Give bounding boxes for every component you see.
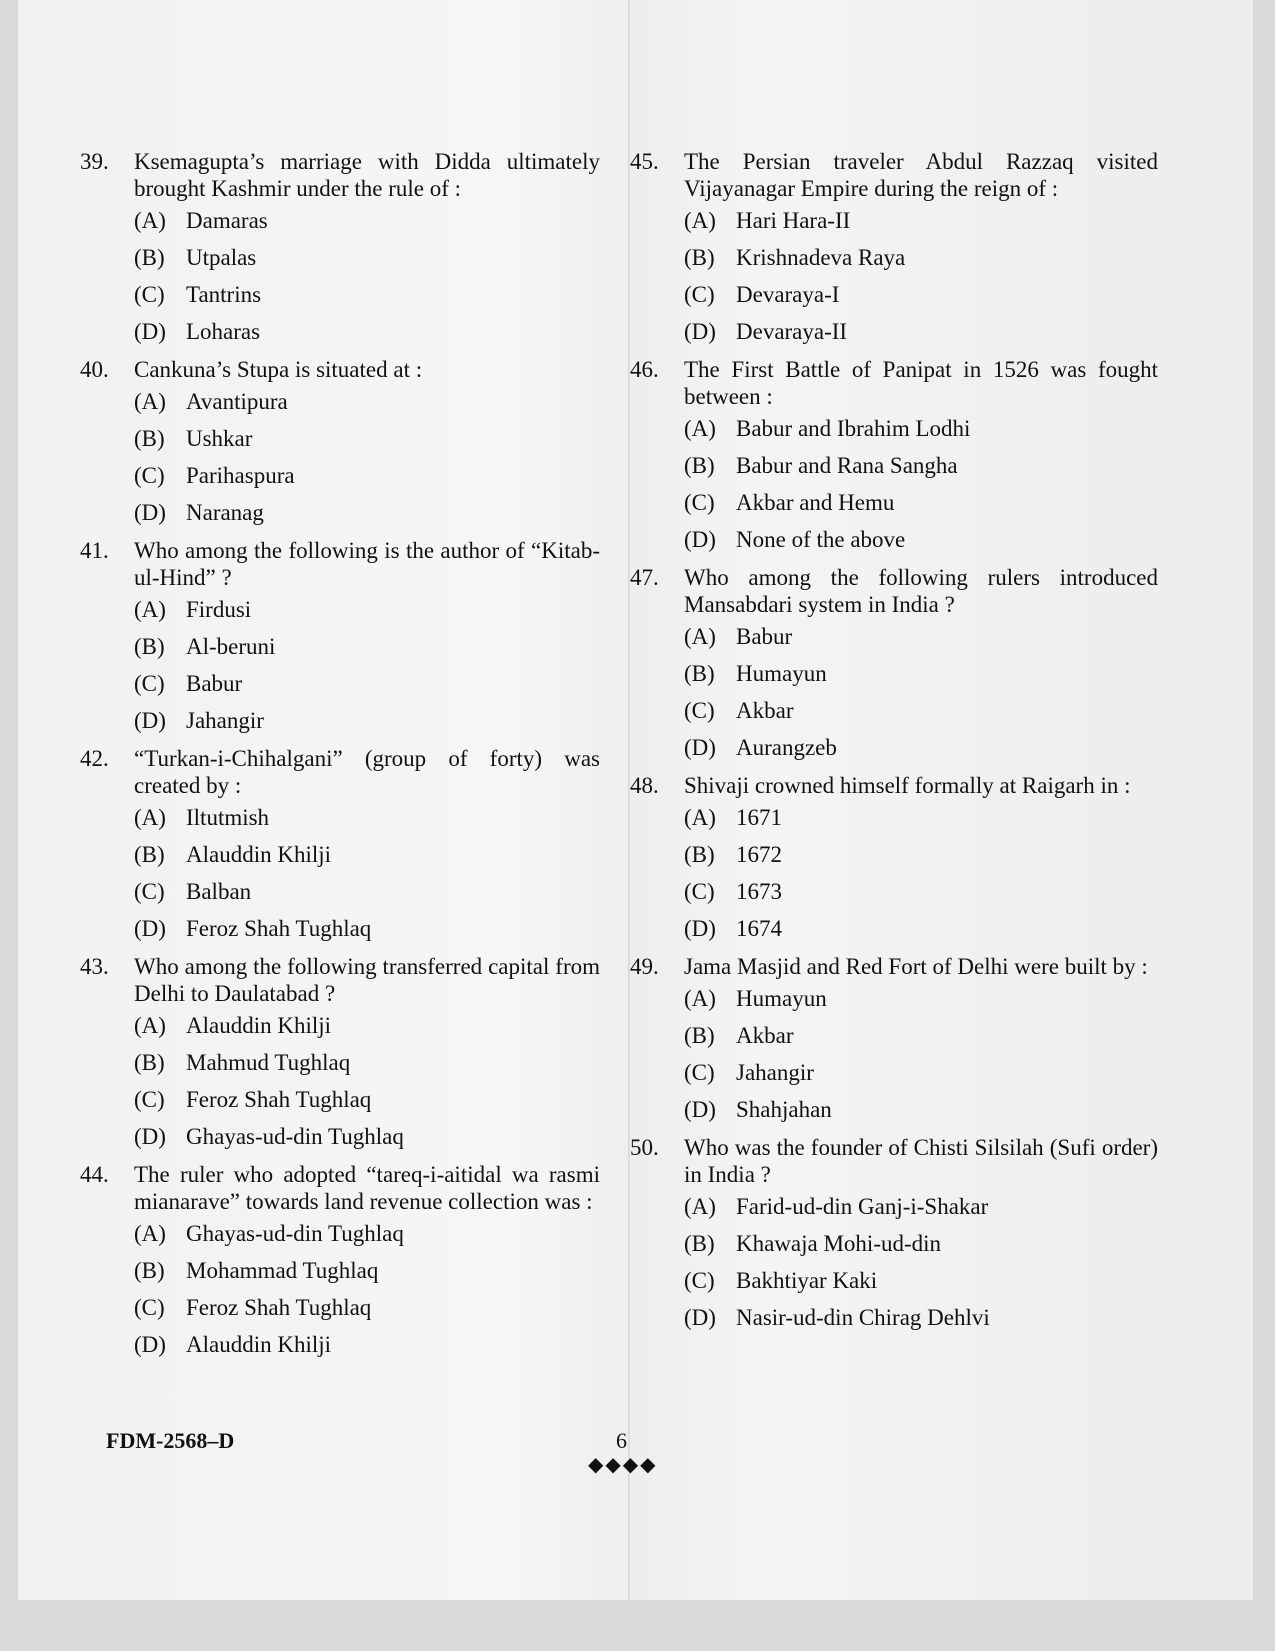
option-a: (A) Iltutmish (134, 804, 270, 830)
question-text: Who was the founder of Chisti Silsilah (Sufi order) in India ? (684, 1135, 1158, 1187)
option-b: (B) Ushkar (134, 425, 253, 451)
option-d: (D) Ghayas-ud-din Tughlaq (134, 1123, 404, 1149)
option-d: (D) Nasir-ud-din Chirag Dehlvi (684, 1304, 990, 1330)
question-46 (630, 356, 1158, 558)
option-b: (B) Humayun (684, 660, 827, 686)
option-b: (B) Akbar (684, 1022, 794, 1048)
option-d: (D) Aurangzeb (684, 734, 837, 760)
question-text: The First Battle of Panipat in 1526 was fought between : (684, 357, 1158, 409)
option-d: (D) None of the above (684, 526, 906, 552)
question-number: 45. (630, 149, 659, 174)
option-c: (C) Akbar and Hemu (684, 489, 895, 515)
question-47 (630, 564, 1158, 766)
question-50 (630, 1134, 1158, 1336)
diamond-ornament-icon: ◆◆◆◆ (588, 1454, 658, 1476)
left-column (80, 148, 600, 1369)
option-c: (C) Babur (134, 670, 243, 696)
option-a: (A) Babur (684, 623, 793, 649)
question-text: Ksemagupta’s marriage with Didda ultimately brought Kashmir under the rule of : (134, 149, 600, 201)
option-a: (A) Ghayas-ud-din Tughlaq (134, 1220, 404, 1246)
option-b: (B) 1672 (684, 841, 782, 867)
question-text: The Persian traveler Abdul Razzaq visited Vijayanagar Empire during the reign of : (684, 149, 1158, 201)
question-41 (80, 537, 600, 739)
option-a: (A) Farid-ud-din Ganj-i-Shakar (684, 1193, 989, 1219)
option-c: (C) Jahangir (684, 1059, 814, 1085)
question-39 (80, 148, 600, 350)
option-d: (D) Feroz Shah Tughlaq (134, 915, 372, 941)
question-43 (80, 953, 600, 1155)
option-c: (C) Devaraya-I (684, 281, 840, 307)
option-b: (B) Alauddin Khilji (134, 841, 332, 867)
question-number: 41. (80, 538, 109, 563)
option-a: (A) Babur and Ibrahim Lodhi (684, 415, 971, 441)
option-a: (A) Firdusi (134, 596, 252, 622)
question-42 (80, 745, 600, 947)
question-48 (630, 772, 1158, 947)
option-d: (D) 1674 (684, 915, 782, 941)
question-40 (80, 356, 600, 531)
option-a: (A) Alauddin Khilji (134, 1012, 332, 1038)
question-number: 47. (630, 565, 659, 590)
option-b: (B) Mohammad Tughlaq (134, 1257, 379, 1283)
right-column (630, 148, 1158, 1342)
option-d: (D) Loharas (134, 318, 261, 344)
option-a: (A) Hari Hara-II (684, 207, 851, 233)
option-c: (C) Feroz Shah Tughlaq (134, 1294, 372, 1320)
page-number: 6 (616, 1428, 627, 1453)
question-text: Shivaji crowned himself formally at Raigarh in : (684, 773, 1131, 798)
question-text: Cankuna’s Stupa is situated at : (134, 357, 423, 382)
option-d: (D) Devaraya-II (684, 318, 848, 344)
option-d: (D) Alauddin Khilji (134, 1331, 332, 1357)
question-text: Jama Masjid and Red Fort of Delhi were built by : (684, 954, 1148, 979)
question-44 (80, 1161, 600, 1363)
question-number: 46. (630, 357, 659, 382)
question-number: 44. (80, 1162, 109, 1187)
option-a: (A) Avantipura (134, 388, 288, 414)
question-number: 50. (630, 1135, 659, 1160)
option-b: (B) Mahmud Tughlaq (134, 1049, 351, 1075)
question-text: Who among the following rulers introduced Mansabdari system in India ? (684, 565, 1158, 617)
question-text: The ruler who adopted “tareq-i-aitidal wa rasmi mianarave” towards land revenue collection was : (134, 1162, 600, 1214)
option-c: (C) Bakhtiyar Kaki (684, 1267, 878, 1293)
option-a: (A) Humayun (684, 985, 827, 1011)
option-c: (C) Feroz Shah Tughlaq (134, 1086, 372, 1112)
question-text: Who among the following transferred capital from Delhi to Daulatabad ? (134, 954, 600, 1006)
option-d: (D) Naranag (134, 499, 264, 525)
question-text: “Turkan-i-Chihalgani” (group of forty) was created by : (134, 746, 600, 798)
option-b: (B) Babur and Rana Sangha (684, 452, 958, 478)
option-c: (C) 1673 (684, 878, 782, 904)
option-a: (A) Damaras (134, 207, 268, 233)
option-d: (D) Shahjahan (684, 1096, 832, 1122)
option-c: (C) Akbar (684, 697, 794, 723)
question-number: 39. (80, 149, 109, 174)
paper-code: FDM-2568–D (106, 1428, 235, 1453)
option-b: (B) Krishnadeva Raya (684, 244, 906, 270)
option-b: (B) Khawaja Mohi-ud-din (684, 1230, 942, 1256)
question-45 (630, 148, 1158, 350)
question-number: 42. (80, 746, 109, 771)
question-number: 48. (630, 773, 659, 798)
question-number: 40. (80, 357, 109, 382)
option-c: (C) Balban (134, 878, 252, 904)
option-c: (C) Tantrins (134, 281, 262, 307)
option-c: (C) Parihaspura (134, 462, 295, 488)
option-d: (D) Jahangir (134, 707, 264, 733)
exam-page (18, 0, 1253, 1600)
question-number: 49. (630, 954, 659, 979)
question-number: 43. (80, 954, 109, 979)
question-49 (630, 953, 1158, 1128)
question-text: Who among the following is the author of “Kitab-ul-Hind” ? (134, 538, 600, 590)
option-b: (B) Al-beruni (134, 633, 276, 659)
option-a: (A) 1671 (684, 804, 782, 830)
option-b: (B) Utpalas (134, 244, 257, 270)
